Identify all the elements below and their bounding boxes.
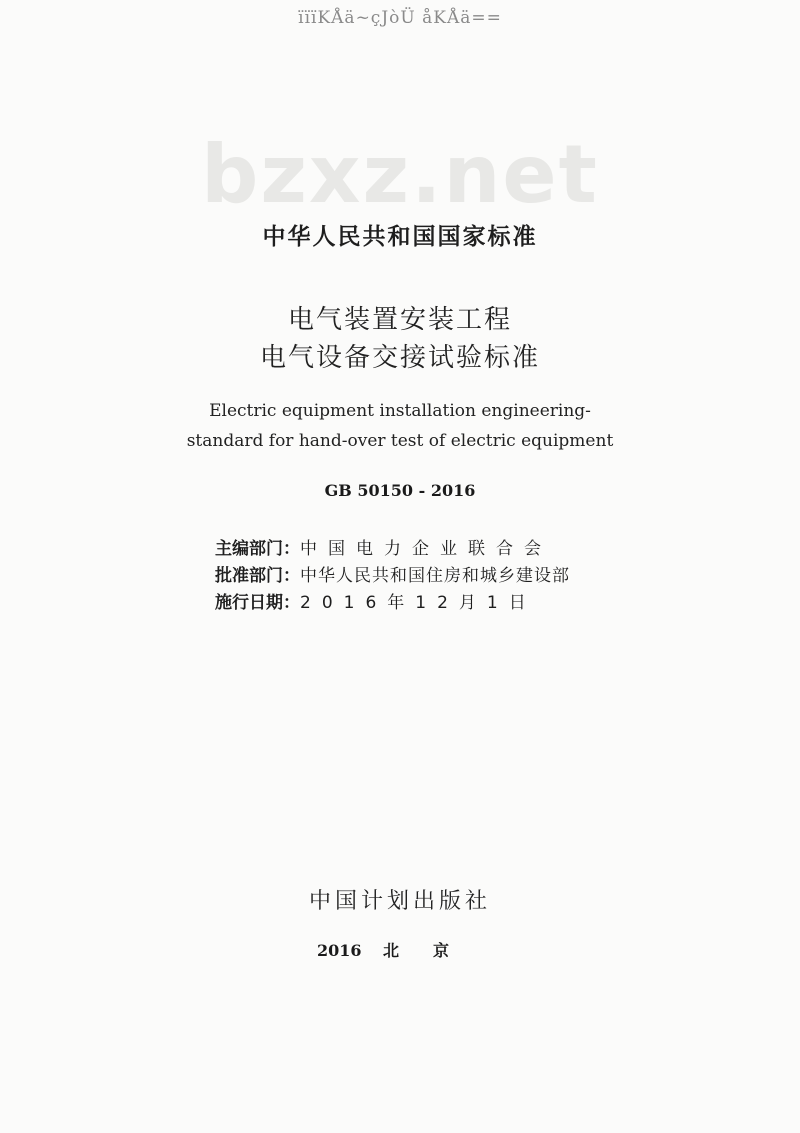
editor-row [215, 536, 615, 563]
english-title-line-2: standard for hand-over test of electric equipment [186, 431, 614, 451]
approver-value: 中华人民共和国住房和城乡建设部 [300, 566, 570, 586]
editor-value: 中国电力企业联合会 [300, 539, 552, 559]
publisher: 中国计划出版社 [308, 889, 491, 914]
effective-date-value: 2016年12月1日 [300, 593, 537, 613]
approver-row [215, 563, 615, 590]
publication-city: 北京 [383, 941, 484, 960]
watermark: bzxz.net [201, 128, 599, 221]
standard-code: GB 50150 - 2016 [324, 481, 476, 500]
standard-metadata [215, 536, 615, 617]
effective-date-label: 施行日期： [215, 593, 300, 613]
issuer-title: 中华人民共和国国家标准 [262, 224, 538, 250]
header-garbled-text: ïïïKÅä~çJòÜ åKÅä== [298, 8, 502, 28]
publication-year: 2016 [316, 941, 362, 960]
english-title [0, 396, 800, 456]
publication-place [0, 938, 800, 961]
approver-label: 批准部门： [215, 566, 300, 586]
chinese-title-line-1: 电气装置安装工程 [287, 305, 512, 335]
english-title-line-1: Electric equipment installation engineering- [209, 401, 591, 421]
editor-label: 主编部门： [215, 539, 300, 559]
chinese-title [0, 301, 800, 377]
chinese-title-line-2: 电气设备交接试验标准 [259, 343, 540, 373]
effective-date-row [215, 590, 615, 617]
